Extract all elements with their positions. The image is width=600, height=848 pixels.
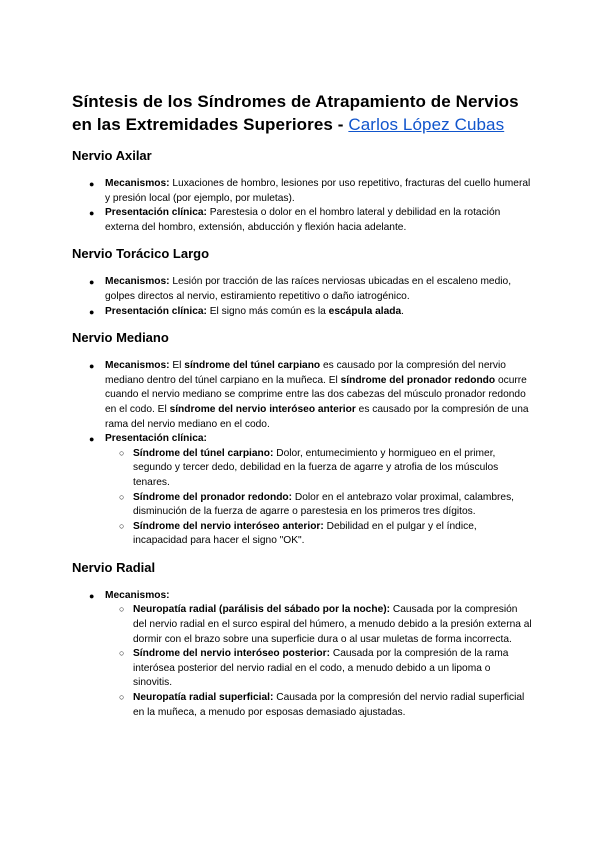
item-emphasis: escápula alada xyxy=(328,305,402,317)
circle-bullet-icon: ○ xyxy=(119,520,125,531)
item-text: Dolor en el antebrazo volar proximal, calambres, disminución de la fuerza de agarre o parestesia en los primeros tres dígitos. xyxy=(133,491,515,518)
item-text: Luxaciones de hombro, lesiones por uso repetitivo, fracturas del cuello humeral y presión local (por ejemplo, por muletas). xyxy=(105,178,531,204)
section-mediano xyxy=(72,329,532,549)
list-item xyxy=(72,177,532,206)
list-item xyxy=(72,432,532,549)
sub-list-item xyxy=(105,603,532,647)
bullet-icon: ● xyxy=(89,361,95,372)
item-label: Presentación clínica: xyxy=(105,207,207,219)
bullet-icon: ● xyxy=(89,277,95,288)
circle-bullet-icon: ○ xyxy=(119,648,125,659)
item-label: Síndrome del nervio interóseo posterior: xyxy=(133,648,330,660)
list-item xyxy=(72,305,532,320)
item-text: ocurre cuando el nervio mediano se comprime entre las dos cabezas del músculo pronador redondo en el codo. El xyxy=(105,374,527,415)
item-label: Neuropatía radial superficial: xyxy=(133,692,274,704)
bullet-icon: ● xyxy=(89,434,95,445)
item-text: Causada por la compresión del nervio radial en el surco espiral del húmero, a menudo debido a la presión externa al dormir con el brazo sobre una superficie dura o al usar muletas de forma incorrecta. xyxy=(133,604,532,645)
section-heading: Nervio Radial xyxy=(72,559,156,575)
section-radial xyxy=(72,559,532,720)
item-text: Parestesia o dolor en el hombro lateral y debilidad en la rotación externa del hombro, extensión, abducción y flexión hacia adelante. xyxy=(105,207,501,233)
bullet-icon: ● xyxy=(89,179,95,189)
document-page xyxy=(72,90,532,730)
item-text: Dolor, entumecimiento y hormigueo en el primer, segundo y tercer dedo, debilidad en la fuerza de agarre y atrofia de los músculos tenares. xyxy=(133,447,499,488)
section-heading: Nervio Axilar xyxy=(72,148,152,163)
list-item xyxy=(72,359,532,432)
bullet-list xyxy=(72,275,532,319)
item-emphasis: síndrome del nervio interóseo anterior xyxy=(169,403,356,415)
item-text: Causada por la compresión de la rama interósea posterior del nervio radial en el codo, a menudo debido a un lipoma o sinovitis. xyxy=(133,648,509,689)
bullet-icon: ● xyxy=(89,208,95,219)
sub-list-item xyxy=(105,691,532,720)
item-text: Causada por la compresión del nervio radial superficial en la muñeca, a menudo por esposas demasiado ajustadas. xyxy=(133,692,525,718)
sub-list-item xyxy=(105,520,532,549)
item-label: Síndrome del pronador redondo: xyxy=(133,491,293,503)
sub-bullet-list xyxy=(105,447,532,549)
circle-bullet-icon: ○ xyxy=(119,447,125,458)
section-heading: Nervio Mediano xyxy=(72,330,169,346)
item-text: Debilidad en el pulgar y el índice, incapacidad para hacer el signo "OK". xyxy=(133,520,477,547)
bullet-list xyxy=(72,177,532,235)
item-text: Lesión por tracción de las raíces nerviosas ubicadas en el escaleno medio, golpes directos al nervio, estiramiento repetitivo o daño iatrogénico. xyxy=(105,276,512,302)
item-label: Mecanismos: xyxy=(105,178,170,189)
item-label: Síndrome del túnel carpiano: xyxy=(133,447,274,459)
bullet-icon: ● xyxy=(89,306,95,317)
circle-bullet-icon: ○ xyxy=(119,692,125,703)
item-label: Neuropatía radial (parálisis del sábado por la noche): xyxy=(133,604,391,616)
document-title xyxy=(72,90,532,136)
list-item xyxy=(72,275,532,304)
item-emphasis: síndrome del túnel carpiano xyxy=(184,360,321,372)
item-text: El xyxy=(169,360,185,372)
section-heading: Nervio Torácico Largo xyxy=(72,246,210,262)
circle-bullet-icon: ○ xyxy=(119,604,125,615)
title-main: Síntesis de los Síndromes de Atrapamiento de Nervios en las Extremidades Superiores xyxy=(72,92,519,134)
sub-bullet-list xyxy=(105,603,532,720)
item-label: Mecanismos: xyxy=(105,276,170,288)
item-label: Presentación clínica: xyxy=(105,433,207,445)
title-separator: - xyxy=(332,115,349,134)
bullet-icon: ● xyxy=(89,590,95,601)
author-link[interactable]: Carlos López Cubas xyxy=(348,115,505,134)
sub-list-item xyxy=(105,647,532,691)
list-item xyxy=(72,589,532,720)
bullet-list xyxy=(72,359,532,549)
item-emphasis: síndrome del pronador redondo xyxy=(340,374,496,386)
section-toracico-largo xyxy=(72,245,532,319)
item-text: es causado por la compresión de una rama del nervio mediano en el codo. xyxy=(105,403,529,430)
sub-list-item xyxy=(105,491,532,520)
item-text: es causado por la compresión del nervio mediano dentro del túnel carpiano en la muñeca. El xyxy=(105,360,506,386)
bullet-list xyxy=(72,589,532,720)
section-axilar xyxy=(72,147,532,235)
sub-list-item xyxy=(105,447,532,491)
item-label: Síndrome del nervio interóseo anterior: xyxy=(133,520,324,532)
circle-bullet-icon: ○ xyxy=(119,491,125,502)
item-label: Mecanismos: xyxy=(105,589,170,601)
item-text: . xyxy=(401,305,405,317)
item-text: El signo más común es la xyxy=(206,305,329,317)
item-label: Presentación clínica: xyxy=(105,305,207,317)
item-label: Mecanismos: xyxy=(105,360,170,372)
list-item xyxy=(72,206,532,235)
